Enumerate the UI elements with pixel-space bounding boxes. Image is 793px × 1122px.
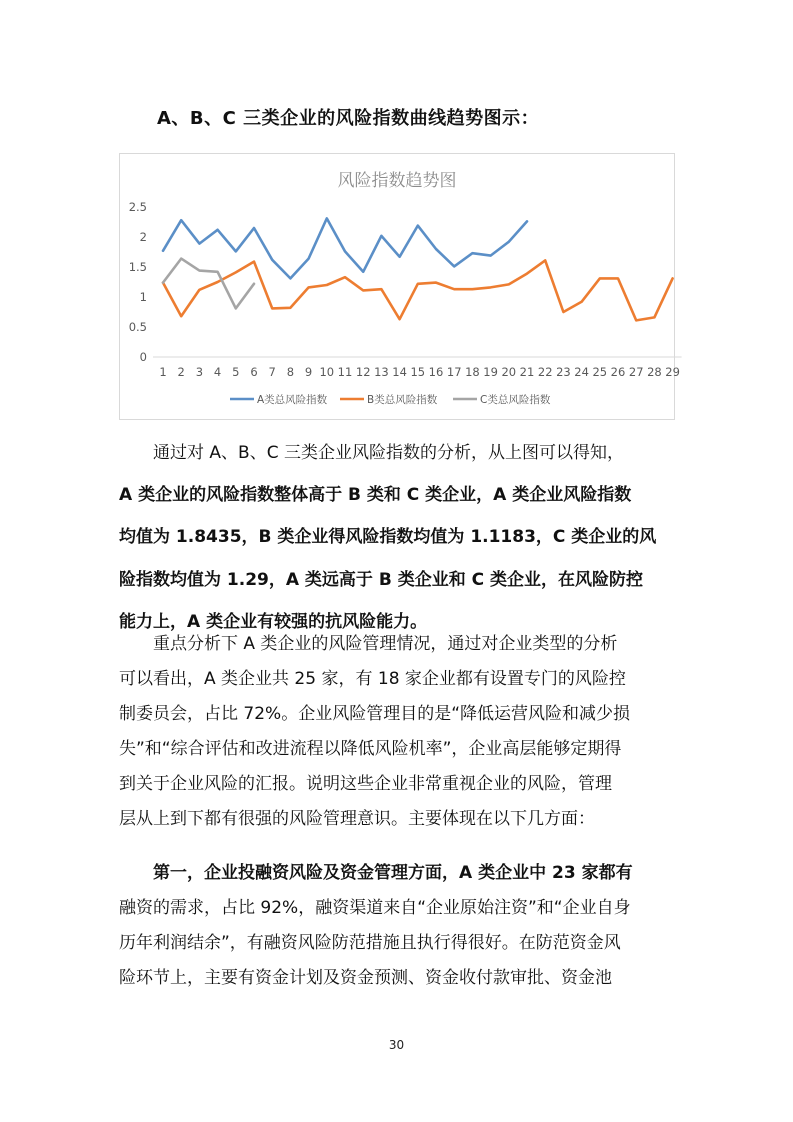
- series-line: [163, 259, 254, 309]
- text-line: A 类企业的风险指数整体高于 B 类和 C 类企业，A 类企业风险指数: [119, 485, 632, 506]
- x-tick-label: 9: [304, 365, 313, 379]
- x-tick-label: 29: [665, 365, 680, 379]
- x-tick-label: 15: [410, 365, 426, 379]
- x-tick-label: 21: [519, 365, 535, 379]
- text-line: 历年利润结余”，有融资风险防范措施且执行得很好。在防范资金风: [119, 933, 621, 953]
- x-tick-label: 8: [286, 365, 295, 379]
- text-line: 均值为 1.8435，B 类企业得风险指数均值为 1.1183，C 类企业的风: [119, 527, 657, 548]
- text-line: 通过对 A、B、C 三类企业风险指数的分析，从上图可以得知，: [153, 443, 624, 463]
- page-number: 30: [388, 1038, 405, 1052]
- x-tick-label: 3: [195, 365, 204, 379]
- x-tick-label: 7: [268, 365, 276, 379]
- x-tick-label: 12: [355, 365, 371, 379]
- legend-label: C类总风险指数: [480, 394, 551, 406]
- line-chart-svg: [120, 154, 680, 419]
- x-tick-label: 26: [610, 365, 626, 379]
- x-tick-label: 2: [177, 365, 185, 379]
- text-line: 能力上，A 类企业有较强的抗风险能力。: [119, 611, 428, 632]
- y-tick-label: 0.5: [128, 320, 147, 334]
- series-line: [163, 260, 673, 320]
- x-tick-label: 24: [574, 365, 589, 379]
- x-tick-label: 11: [337, 365, 353, 379]
- text-line: 层从上到下都有很强的风险管理意识。主要体现在以下几方面：: [119, 809, 595, 829]
- chart-title: 风险指数趋势图: [337, 171, 457, 191]
- y-tick-label: 1: [139, 290, 147, 304]
- x-tick-label: 14: [392, 365, 407, 379]
- legend-label: A类总风险指数: [257, 394, 328, 406]
- y-tick-label: 2.5: [128, 200, 147, 214]
- text-line: 制委员会，占比 72%。企业风险管理目的是“降低运营风险和减少损: [119, 704, 630, 724]
- text-line: 险指数均值为 1.29，A 类远高于 B 类企业和 C 类企业，在风险防控: [119, 569, 644, 590]
- x-tick-label: 23: [556, 365, 571, 379]
- text-line: 第一，企业投融资风险及资金管理方面，A 类企业中 23 家都有: [153, 863, 633, 883]
- text-line: 融资的需求，占比 92%，融资渠道来自“企业原始注资”和“企业自身: [119, 898, 631, 918]
- section-heading: A、B、C 三类企业的风险指数曲线趋势图示：: [157, 108, 540, 129]
- text-line: 可以看出，A 类企业共 25 家，有 18 家企业都有设置专门的风险控: [119, 669, 626, 689]
- x-tick-label: 6: [250, 365, 258, 379]
- x-tick-label: 5: [232, 365, 240, 379]
- x-tick-label: 28: [647, 365, 662, 379]
- x-tick-label: 16: [428, 365, 444, 379]
- risk-index-chart: [119, 153, 680, 420]
- x-tick-label: 18: [465, 365, 480, 379]
- x-tick-label: 17: [446, 365, 462, 379]
- x-tick-label: 20: [501, 365, 517, 379]
- x-tick-label: 4: [213, 365, 222, 379]
- text-line: 险环节上，主要有资金计划及资金预测、资金收付款审批、资金池: [119, 968, 612, 988]
- paragraph-analysis: [119, 432, 679, 643]
- y-tick-label: 1.5: [128, 260, 147, 274]
- y-tick-label: 2: [139, 230, 147, 244]
- legend-label: B类总风险指数: [367, 394, 438, 406]
- x-tick-label: 27: [628, 365, 644, 379]
- y-tick-label: 0: [139, 350, 147, 364]
- text-line: 到关于企业风险的汇报。说明这些企业非常重视企业的风险，管理: [119, 774, 612, 794]
- series-line: [163, 218, 527, 278]
- x-tick-label: 10: [319, 365, 335, 379]
- x-tick-label: 22: [537, 365, 553, 379]
- paragraph-risk-management: [119, 627, 679, 837]
- text-line: 重点分析下 A 类企业的风险管理情况，通过对企业类型的分析: [153, 634, 618, 654]
- x-tick-label: 13: [374, 365, 389, 379]
- x-tick-label: 1: [159, 365, 167, 379]
- paragraph-financing: [119, 856, 679, 996]
- text-line: 失”和“综合评估和改进流程以降低风险机率”，企业高层能够定期得: [119, 739, 622, 759]
- x-tick-label: 25: [592, 365, 608, 379]
- x-tick-label: 19: [483, 365, 498, 379]
